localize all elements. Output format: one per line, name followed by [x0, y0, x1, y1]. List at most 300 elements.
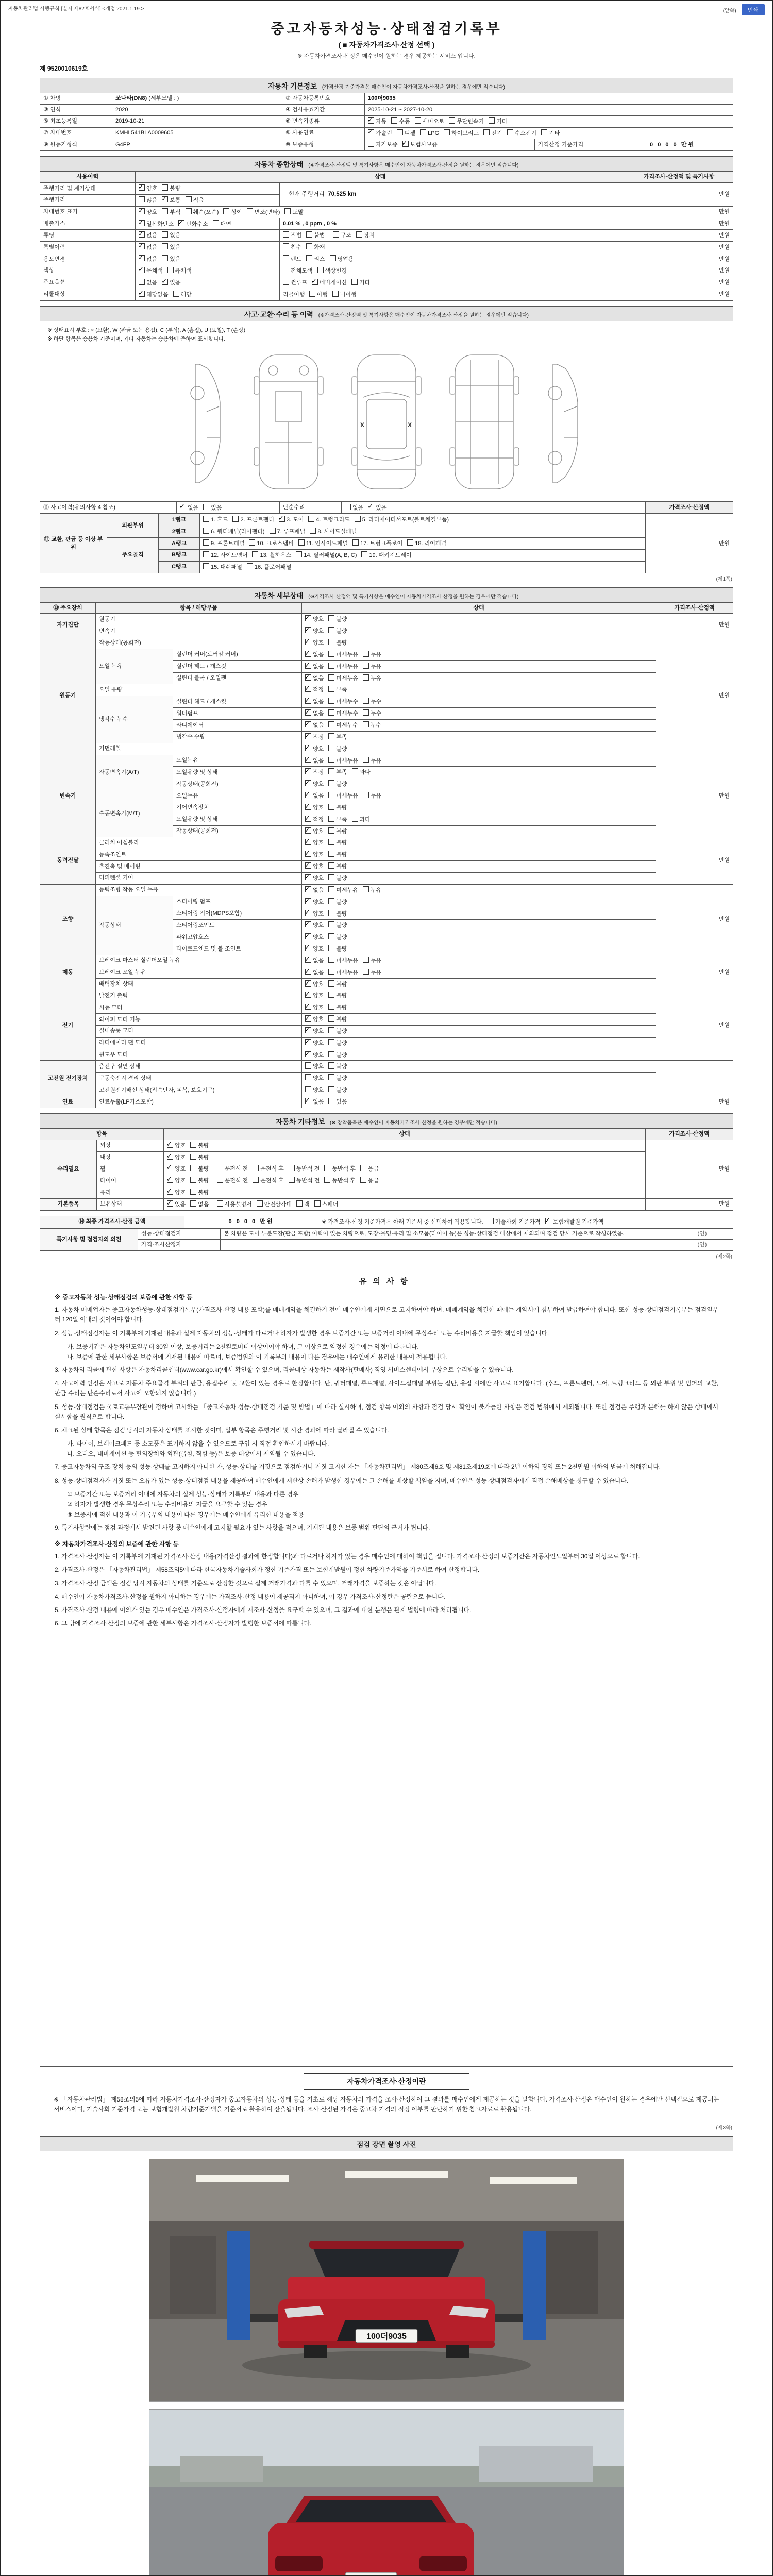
- checkbox[interactable]: [328, 1015, 334, 1022]
- checkbox-option[interactable]: [328, 733, 347, 741]
- checkbox[interactable]: [363, 651, 369, 657]
- checkbox[interactable]: [305, 886, 311, 892]
- checkbox-option[interactable]: [305, 698, 324, 706]
- checkbox-option[interactable]: [305, 792, 324, 800]
- checkbox[interactable]: [402, 141, 409, 147]
- checkbox[interactable]: [328, 851, 334, 857]
- checkbox[interactable]: [305, 698, 311, 704]
- checkbox-option[interactable]: [162, 279, 180, 287]
- checkbox[interactable]: [203, 563, 209, 569]
- checkbox[interactable]: [305, 686, 311, 692]
- checkbox[interactable]: [328, 816, 334, 822]
- checkbox-option[interactable]: [249, 539, 293, 548]
- checkbox[interactable]: [162, 231, 168, 238]
- checkbox-option[interactable]: [305, 874, 324, 883]
- checkbox[interactable]: [363, 698, 369, 704]
- checkbox[interactable]: [360, 1177, 366, 1183]
- checkbox[interactable]: [420, 129, 426, 135]
- checkbox-option[interactable]: [190, 1154, 209, 1162]
- checkbox[interactable]: [368, 117, 374, 124]
- checkbox-option[interactable]: [162, 243, 180, 251]
- checkbox[interactable]: [162, 279, 168, 285]
- checkbox-option[interactable]: [309, 291, 328, 299]
- checkbox[interactable]: [312, 279, 318, 285]
- checkbox[interactable]: [270, 528, 276, 534]
- checkbox-option[interactable]: [162, 196, 180, 205]
- checkbox-option[interactable]: [305, 1004, 324, 1012]
- checkbox-option[interactable]: [305, 1027, 324, 1036]
- checkbox-option[interactable]: [328, 792, 358, 800]
- checkbox-option[interactable]: [217, 1165, 248, 1173]
- checkbox-option[interactable]: [328, 874, 347, 883]
- checkbox-option[interactable]: [363, 698, 381, 706]
- checkbox[interactable]: [305, 627, 311, 633]
- checkbox-option[interactable]: [306, 255, 325, 263]
- checkbox-option[interactable]: [328, 945, 347, 953]
- checkbox[interactable]: [173, 291, 179, 297]
- checkbox-option[interactable]: [305, 1015, 324, 1024]
- checkbox[interactable]: [363, 674, 369, 681]
- checkbox[interactable]: [449, 117, 455, 124]
- checkbox[interactable]: [328, 839, 334, 845]
- checkbox[interactable]: [223, 208, 229, 214]
- checkbox-option[interactable]: [167, 267, 192, 275]
- checkbox-option[interactable]: [203, 551, 247, 560]
- checkbox-option[interactable]: [328, 1086, 347, 1094]
- checkbox[interactable]: [190, 1177, 196, 1183]
- checkbox-option[interactable]: [317, 267, 347, 275]
- checkbox-option[interactable]: [363, 651, 381, 659]
- checkbox-option[interactable]: [328, 992, 347, 1000]
- checkbox[interactable]: [352, 539, 359, 546]
- checkbox[interactable]: [488, 1218, 494, 1224]
- checkbox-option[interactable]: [305, 721, 324, 730]
- checkbox[interactable]: [314, 1200, 321, 1207]
- checkbox-option[interactable]: [306, 231, 325, 240]
- checkbox[interactable]: [167, 1154, 173, 1160]
- checkbox-option[interactable]: [420, 129, 439, 138]
- checkbox-option[interactable]: [306, 243, 325, 251]
- checkbox-option[interactable]: [328, 851, 347, 859]
- checkbox[interactable]: [328, 709, 334, 716]
- checkbox[interactable]: [328, 745, 334, 751]
- checkbox-option[interactable]: [305, 886, 324, 894]
- checkbox[interactable]: [305, 839, 311, 845]
- checkbox-option[interactable]: [328, 1015, 347, 1024]
- checkbox[interactable]: [391, 117, 397, 124]
- checkbox[interactable]: [328, 910, 334, 916]
- checkbox[interactable]: [305, 721, 311, 727]
- checkbox-option[interactable]: [363, 792, 381, 800]
- checkbox[interactable]: [305, 792, 311, 798]
- checkbox[interactable]: [310, 528, 316, 534]
- checkbox-option[interactable]: [190, 1142, 209, 1150]
- checkbox[interactable]: [305, 651, 311, 657]
- checkbox[interactable]: [328, 651, 334, 657]
- checkbox-option[interactable]: [305, 639, 324, 647]
- checkbox-option[interactable]: [352, 768, 371, 776]
- checkbox[interactable]: [203, 539, 209, 546]
- checkbox[interactable]: [305, 1039, 311, 1045]
- checkbox[interactable]: [167, 1200, 173, 1207]
- checkbox-option[interactable]: [360, 1177, 379, 1185]
- checkbox-option[interactable]: [167, 1142, 186, 1150]
- checkbox-option[interactable]: [139, 291, 169, 299]
- checkbox[interactable]: [139, 255, 145, 261]
- checkbox-option[interactable]: [328, 969, 358, 977]
- checkbox[interactable]: [328, 804, 334, 810]
- checkbox[interactable]: [249, 539, 255, 546]
- checkbox[interactable]: [306, 231, 312, 238]
- checkbox-option[interactable]: [363, 721, 381, 730]
- checkbox-option[interactable]: [308, 516, 349, 524]
- checkbox-option[interactable]: [328, 698, 358, 706]
- checkbox-option[interactable]: [332, 291, 357, 299]
- checkbox-option[interactable]: [324, 1165, 356, 1173]
- checkbox-option[interactable]: [363, 886, 381, 894]
- checkbox[interactable]: [167, 267, 174, 273]
- checkbox-option[interactable]: [328, 898, 347, 906]
- checkbox-option[interactable]: [203, 516, 228, 524]
- checkbox[interactable]: [186, 208, 192, 214]
- checkbox-option[interactable]: [167, 1177, 186, 1185]
- checkbox-option[interactable]: [305, 980, 324, 989]
- checkbox-option[interactable]: [391, 117, 410, 126]
- checkbox-option[interactable]: [305, 851, 324, 859]
- checkbox-option[interactable]: [305, 816, 324, 824]
- checkbox-option[interactable]: [180, 504, 198, 512]
- checkbox-option[interactable]: [223, 208, 242, 216]
- checkbox[interactable]: [305, 980, 311, 987]
- checkbox[interactable]: [328, 862, 334, 869]
- checkbox-option[interactable]: [139, 279, 157, 287]
- checkbox-option[interactable]: [253, 1165, 284, 1173]
- checkbox-option[interactable]: [305, 674, 324, 683]
- checkbox[interactable]: [328, 827, 334, 834]
- checkbox[interactable]: [162, 255, 168, 261]
- checkbox-option[interactable]: [407, 539, 446, 548]
- checkbox-option[interactable]: [449, 117, 484, 126]
- checkbox[interactable]: [167, 1142, 173, 1148]
- checkbox-option[interactable]: [186, 208, 219, 216]
- checkbox-option[interactable]: [355, 516, 449, 524]
- checkbox-option[interactable]: [139, 208, 157, 216]
- checkbox-option[interactable]: [507, 129, 537, 138]
- checkbox[interactable]: [328, 1004, 334, 1010]
- checkbox-option[interactable]: [312, 279, 347, 287]
- checkbox[interactable]: [217, 1200, 223, 1207]
- checkbox-option[interactable]: [279, 516, 304, 524]
- checkbox-option[interactable]: [232, 516, 274, 524]
- checkbox[interactable]: [257, 1200, 263, 1207]
- checkbox[interactable]: [232, 516, 239, 522]
- checkbox[interactable]: [180, 504, 186, 510]
- checkbox-option[interactable]: [328, 709, 358, 718]
- checkbox-option[interactable]: [213, 220, 231, 228]
- checkbox[interactable]: [139, 208, 145, 214]
- checkbox[interactable]: [324, 1177, 330, 1183]
- checkbox-option[interactable]: [283, 243, 301, 251]
- checkbox-option[interactable]: [305, 992, 324, 1000]
- checkbox-option[interactable]: [305, 651, 324, 659]
- checkbox-option[interactable]: [305, 862, 324, 871]
- checkbox[interactable]: [162, 243, 168, 249]
- checkbox-option[interactable]: [483, 129, 502, 138]
- checkbox-option[interactable]: [167, 1165, 186, 1173]
- checkbox[interactable]: [305, 921, 311, 927]
- checkbox-option[interactable]: [328, 1062, 347, 1071]
- checkbox[interactable]: [305, 674, 311, 681]
- checkbox-option[interactable]: [368, 117, 386, 126]
- checkbox[interactable]: [289, 1165, 295, 1171]
- checkbox[interactable]: [190, 1189, 196, 1195]
- checkbox-option[interactable]: [328, 1039, 347, 1047]
- checkbox[interactable]: [328, 992, 334, 998]
- checkbox-option[interactable]: [203, 528, 265, 536]
- checkbox[interactable]: [363, 969, 369, 975]
- checkbox-option[interactable]: [305, 1062, 324, 1071]
- checkbox-option[interactable]: [139, 255, 157, 263]
- checkbox-option[interactable]: [162, 208, 180, 216]
- checkbox-option[interactable]: [305, 957, 324, 965]
- checkbox-option[interactable]: [402, 141, 438, 149]
- checkbox-option[interactable]: [296, 551, 357, 560]
- checkbox[interactable]: [305, 898, 311, 904]
- checkbox[interactable]: [317, 267, 324, 273]
- checkbox[interactable]: [305, 816, 311, 822]
- checkbox-option[interactable]: [328, 827, 347, 836]
- checkbox[interactable]: [162, 184, 168, 191]
- checkbox-option[interactable]: [305, 827, 324, 836]
- checkbox-option[interactable]: [173, 291, 192, 299]
- checkbox[interactable]: [351, 279, 358, 285]
- checkbox[interactable]: [360, 1165, 366, 1171]
- checkbox[interactable]: [328, 980, 334, 987]
- checkbox-option[interactable]: [305, 898, 324, 906]
- checkbox-option[interactable]: [328, 816, 347, 824]
- checkbox-option[interactable]: [305, 780, 324, 788]
- checkbox[interactable]: [190, 1200, 196, 1207]
- checkbox-option[interactable]: [330, 255, 354, 263]
- checkbox[interactable]: [328, 721, 334, 727]
- checkbox[interactable]: [363, 792, 369, 798]
- checkbox-option[interactable]: [328, 910, 347, 918]
- checkbox-option[interactable]: [328, 933, 347, 941]
- checkbox[interactable]: [283, 279, 289, 285]
- checkbox-option[interactable]: [139, 231, 157, 240]
- checkbox[interactable]: [363, 663, 369, 669]
- checkbox-option[interactable]: [139, 184, 157, 193]
- checkbox[interactable]: [305, 663, 311, 669]
- checkbox-option[interactable]: [328, 862, 347, 871]
- checkbox-option[interactable]: [328, 780, 347, 788]
- checkbox-option[interactable]: [314, 1200, 339, 1209]
- checkbox[interactable]: [328, 733, 334, 739]
- checkbox-option[interactable]: [328, 980, 347, 989]
- checkbox-option[interactable]: [305, 663, 324, 671]
- checkbox[interactable]: [305, 1004, 311, 1010]
- checkbox-option[interactable]: [328, 886, 358, 894]
- checkbox-option[interactable]: [328, 1004, 347, 1012]
- checkbox[interactable]: [305, 957, 311, 963]
- checkbox-option[interactable]: [305, 745, 324, 753]
- checkbox[interactable]: [328, 686, 334, 692]
- checkbox[interactable]: [328, 792, 334, 798]
- checkbox-option[interactable]: [203, 504, 222, 512]
- checkbox-option[interactable]: [328, 663, 358, 671]
- checkbox[interactable]: [328, 639, 334, 645]
- checkbox-option[interactable]: [345, 504, 363, 512]
- checkbox[interactable]: [356, 231, 362, 238]
- checkbox[interactable]: [139, 220, 145, 226]
- checkbox[interactable]: [328, 898, 334, 904]
- checkbox[interactable]: [296, 1200, 303, 1207]
- checkbox[interactable]: [305, 992, 311, 998]
- checkbox-option[interactable]: [328, 1027, 347, 1036]
- checkbox-option[interactable]: [489, 117, 507, 126]
- checkbox[interactable]: [330, 255, 336, 261]
- checkbox[interactable]: [139, 267, 145, 273]
- checkbox[interactable]: [363, 757, 369, 763]
- checkbox[interactable]: [305, 709, 311, 716]
- checkbox[interactable]: [283, 267, 289, 273]
- checkbox[interactable]: [308, 516, 314, 522]
- checkbox[interactable]: [139, 196, 145, 202]
- checkbox[interactable]: [252, 551, 258, 557]
- checkbox[interactable]: [190, 1142, 196, 1148]
- checkbox-option[interactable]: [305, 768, 324, 776]
- checkbox[interactable]: [305, 1015, 311, 1022]
- checkbox[interactable]: [139, 291, 145, 297]
- checkbox-option[interactable]: [328, 839, 347, 847]
- checkbox[interactable]: [368, 141, 374, 147]
- checkbox-option[interactable]: [217, 1200, 252, 1209]
- checkbox-option[interactable]: [139, 196, 157, 205]
- checkbox-option[interactable]: [310, 528, 357, 536]
- checkbox-option[interactable]: [270, 528, 306, 536]
- checkbox[interactable]: [305, 780, 311, 786]
- checkbox[interactable]: [407, 539, 413, 546]
- checkbox[interactable]: [305, 1062, 311, 1069]
- checkbox-option[interactable]: [252, 551, 291, 560]
- checkbox[interactable]: [328, 1051, 334, 1057]
- checkbox-option[interactable]: [397, 129, 415, 138]
- checkbox-option[interactable]: [305, 839, 324, 847]
- checkbox[interactable]: [298, 539, 305, 546]
- checkbox-option[interactable]: [333, 231, 351, 240]
- checkbox[interactable]: [247, 208, 253, 214]
- checkbox-option[interactable]: [203, 563, 242, 571]
- checkbox[interactable]: [305, 1027, 311, 1033]
- checkbox-option[interactable]: [352, 816, 371, 824]
- checkbox-option[interactable]: [247, 208, 280, 216]
- checkbox-option[interactable]: [363, 674, 381, 683]
- checkbox[interactable]: [162, 208, 168, 214]
- checkbox[interactable]: [289, 1177, 295, 1183]
- checkbox[interactable]: [283, 255, 289, 261]
- checkbox[interactable]: [279, 516, 285, 522]
- checkbox-option[interactable]: [305, 910, 324, 918]
- checkbox[interactable]: [139, 184, 145, 191]
- checkbox[interactable]: [363, 709, 369, 716]
- checkbox[interactable]: [305, 733, 311, 739]
- checkbox-option[interactable]: [488, 1218, 541, 1226]
- checkbox[interactable]: [203, 528, 209, 534]
- checkbox[interactable]: [324, 1165, 330, 1171]
- checkbox[interactable]: [139, 243, 145, 249]
- checkbox[interactable]: [483, 129, 490, 135]
- checkbox-option[interactable]: [328, 1074, 347, 1082]
- checkbox-option[interactable]: [352, 539, 402, 548]
- checkbox-option[interactable]: [328, 674, 358, 683]
- checkbox[interactable]: [328, 921, 334, 927]
- checkbox[interactable]: [162, 196, 168, 202]
- checkbox[interactable]: [328, 945, 334, 951]
- checkbox-option[interactable]: [363, 757, 381, 765]
- checkbox[interactable]: [305, 933, 311, 939]
- checkbox-option[interactable]: [328, 627, 347, 635]
- checkbox-option[interactable]: [305, 1051, 324, 1059]
- checkbox[interactable]: [328, 957, 334, 963]
- checkbox[interactable]: [305, 768, 311, 774]
- checkbox[interactable]: [368, 129, 374, 135]
- checkbox-option[interactable]: [541, 129, 560, 138]
- checkbox[interactable]: [305, 639, 311, 645]
- checkbox[interactable]: [541, 129, 547, 135]
- checkbox[interactable]: [363, 886, 369, 892]
- checkbox[interactable]: [167, 1177, 173, 1183]
- checkbox-option[interactable]: [283, 279, 307, 287]
- checkbox[interactable]: [253, 1177, 259, 1183]
- checkbox-option[interactable]: [289, 1165, 320, 1173]
- checkbox[interactable]: [213, 220, 219, 226]
- checkbox[interactable]: [328, 674, 334, 681]
- checkbox[interactable]: [328, 757, 334, 763]
- checkbox[interactable]: [363, 721, 369, 727]
- checkbox[interactable]: [328, 1074, 334, 1080]
- checkbox[interactable]: [253, 1165, 259, 1171]
- checkbox-option[interactable]: [305, 969, 324, 977]
- checkbox-option[interactable]: [545, 1218, 604, 1226]
- checkbox[interactable]: [305, 945, 311, 951]
- checkbox-option[interactable]: [283, 231, 301, 240]
- checkbox-option[interactable]: [328, 1098, 347, 1106]
- checkbox-option[interactable]: [363, 709, 381, 718]
- checkbox[interactable]: [328, 1062, 334, 1069]
- checkbox-option[interactable]: [305, 921, 324, 929]
- checkbox[interactable]: [328, 663, 334, 669]
- checkbox-option[interactable]: [305, 615, 324, 623]
- checkbox[interactable]: [545, 1218, 551, 1224]
- checkbox[interactable]: [328, 1086, 334, 1092]
- checkbox-option[interactable]: [328, 651, 358, 659]
- checkbox-option[interactable]: [356, 231, 375, 240]
- checkbox-option[interactable]: [305, 1039, 324, 1047]
- checkbox[interactable]: [363, 957, 369, 963]
- checkbox[interactable]: [203, 516, 209, 522]
- checkbox-option[interactable]: [178, 220, 208, 228]
- checkbox-option[interactable]: [203, 539, 244, 548]
- checkbox[interactable]: [415, 117, 421, 124]
- checkbox[interactable]: [309, 291, 315, 297]
- checkbox[interactable]: [397, 129, 403, 135]
- checkbox-option[interactable]: [328, 686, 347, 694]
- checkbox-option[interactable]: [363, 969, 381, 977]
- checkbox[interactable]: [284, 208, 291, 214]
- checkbox-option[interactable]: [328, 1051, 347, 1059]
- checkbox[interactable]: [305, 910, 311, 916]
- checkbox-option[interactable]: [139, 243, 157, 251]
